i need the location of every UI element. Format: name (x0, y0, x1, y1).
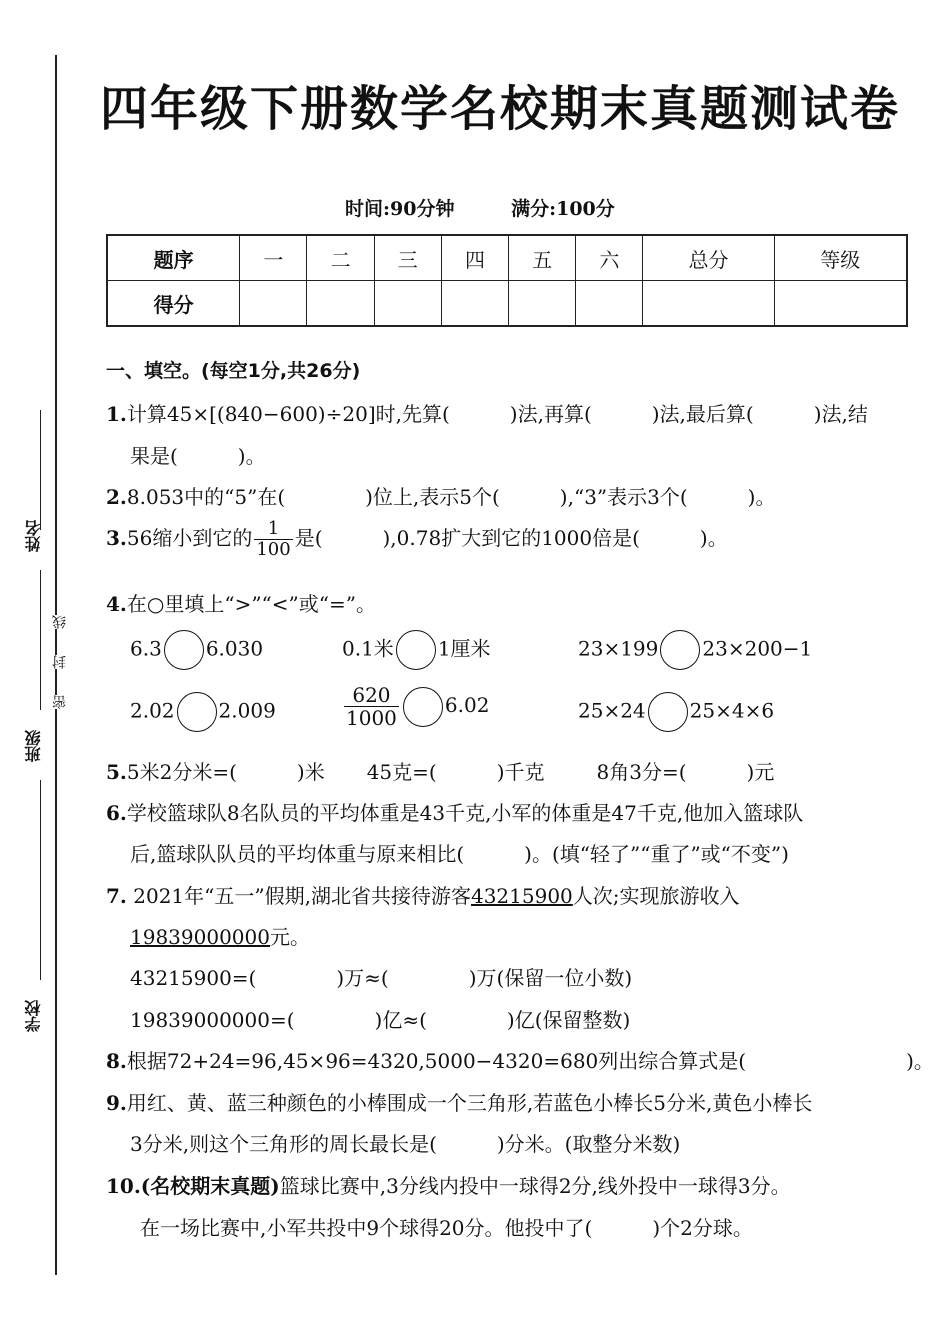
question-number: 3. (106, 525, 127, 550)
question-8 (106, 1045, 934, 1074)
question-6-cont: 后,篮球队队员的平均体重与原来相比( )。(填“轻了”“重了”或“不变”) (130, 842, 789, 866)
exam-full-score: 满分:100分 (511, 198, 615, 220)
score-table-header-row (107, 235, 907, 281)
compare-left: 25×24 (578, 698, 646, 723)
question-text: 元。 (269, 925, 310, 949)
question-10 (106, 1170, 791, 1199)
question-7-cont (130, 921, 310, 950)
question-3 (106, 519, 728, 560)
table-cell: 题序 (107, 235, 240, 281)
score-table (106, 234, 908, 327)
question-number: 2. (106, 485, 127, 509)
compare-right: 1厘米 (437, 636, 491, 661)
compare-item (578, 630, 812, 670)
table-cell: 五 (509, 235, 576, 281)
fraction-denominator: 100 (256, 538, 291, 560)
fraction (344, 684, 399, 729)
table-cell: 得分 (107, 281, 240, 327)
question-part: 45克=( )千克 (366, 760, 545, 784)
compare-circle-blank[interactable] (660, 630, 700, 670)
question-number: 7. (106, 884, 127, 908)
question-number: 4. (106, 592, 127, 616)
binding-school-label: 学校 (24, 1000, 43, 1032)
score-table-score-row (107, 281, 907, 327)
binding-line-inner (40, 780, 41, 980)
question-text: 56缩小到它的 (126, 525, 253, 550)
question-text: 在○里填上“>”“<”或“=”。 (126, 592, 376, 616)
score-input-cell[interactable] (774, 281, 907, 327)
compare-item (130, 692, 276, 732)
question-text: 8.053中的“5”在( )位上,表示5个( ),“3”表示3个( )。 (126, 485, 776, 509)
binding-name-label: 姓名 (24, 520, 43, 552)
score-input-cell[interactable] (441, 281, 508, 327)
question-text: 是( ),0.78扩大到它的1000倍是( )。 (294, 525, 728, 550)
compare-circle-blank[interactable] (648, 692, 688, 732)
compare-item (130, 630, 263, 670)
question-number: 8. (106, 1049, 127, 1073)
score-input-cell[interactable] (576, 281, 643, 327)
compare-item (342, 630, 491, 670)
question-number: 6. (106, 801, 127, 825)
fraction-numerator: 620 (344, 684, 399, 707)
question-1 (106, 398, 868, 427)
table-cell: 三 (374, 235, 441, 281)
compare-circle-blank[interactable] (396, 630, 436, 670)
table-cell: 六 (576, 235, 643, 281)
question-part: 5米2分米=( )米 (126, 760, 325, 784)
question-number: 9. (106, 1091, 127, 1115)
compare-circle-blank[interactable] (177, 692, 217, 732)
question-text: 用红、黄、蓝三种颜色的小棒围成一个三角形,若蓝色小棒长5分米,黄色小棒长 (126, 1091, 813, 1115)
question-text: 人次;实现旅游收入 (572, 884, 740, 908)
exam-info (345, 194, 665, 221)
question-number: 5. (106, 760, 127, 784)
score-input-cell[interactable] (374, 281, 441, 327)
question-5 (106, 756, 774, 785)
question-9-cont: 3分米,则这个三角形的周长最长是( )分米。(取整分米数) (130, 1132, 681, 1156)
compare-left: 2.02 (130, 698, 175, 723)
question-2 (106, 481, 775, 510)
compare-right: 25×4×6 (689, 698, 775, 723)
question-text: 篮球比赛中,3分线内投中一球得2分,线外投中一球得3分。 (279, 1174, 791, 1198)
question-6 (106, 797, 803, 826)
fraction-numerator: 1 (254, 519, 292, 540)
question-7 (106, 880, 740, 909)
seal-line-char: 封 (52, 655, 68, 669)
score-input-cell[interactable] (307, 281, 374, 327)
score-input-cell[interactable] (240, 281, 307, 327)
question-text: 根据72+24=96,45×96=4320,5000−4320=680列出综合算式是( )。 (126, 1049, 934, 1073)
question-part: 8角3分=( )元 (596, 760, 775, 784)
score-input-cell[interactable] (509, 281, 576, 327)
compare-left: 23×199 (578, 636, 659, 661)
compare-right: 6.02 (444, 693, 490, 717)
question-1-cont: 果是( )。 (130, 444, 266, 468)
question-number: 10. (106, 1174, 141, 1198)
compare-circle-blank[interactable] (403, 687, 443, 727)
compare-left: 0.1米 (342, 636, 394, 661)
underlined-number: 19839000000 (130, 925, 270, 949)
binding-class-label: 班级 (24, 730, 43, 762)
table-cell: 等级 (774, 235, 907, 281)
compare-item (342, 684, 489, 729)
compare-item (578, 692, 774, 732)
fraction (254, 519, 292, 560)
page-title: 四年级下册数学名校期末真题测试卷 (99, 81, 900, 137)
question-text: 学校篮球队8名队员的平均体重是43千克,小军的体重是47千克,他加入篮球队 (126, 801, 804, 825)
seal-line-char: 线 (52, 615, 68, 629)
question-7-sub-2: 19839000000=( )亿≈( )亿(保留整数) (130, 1008, 631, 1032)
question-10-cont: 在一场比赛中,小军共投中9个球得20分。他投中了( )个2分球。 (140, 1216, 753, 1240)
question-7-sub-1: 43215900=( )万≈( )万(保留一位小数) (130, 966, 633, 990)
question-number: 1. (106, 402, 127, 426)
binding-line-inner (40, 410, 41, 530)
underlined-number: 43215900 (470, 884, 573, 908)
compare-circle-blank[interactable] (164, 630, 204, 670)
score-input-cell[interactable] (643, 281, 774, 327)
question-text: 计算45×[(840−600)÷20]时,先算( )法,再算( )法,最后算( )法,结 (126, 402, 868, 426)
section-heading: 一、填空。(每空1分,共26分) (106, 360, 361, 382)
question-tag: (名校期末真题) (140, 1174, 280, 1198)
table-cell: 总分 (643, 235, 774, 281)
table-cell: 一 (240, 235, 307, 281)
compare-left: 6.3 (130, 636, 162, 661)
compare-right: 6.030 (205, 636, 264, 661)
fraction-denominator: 1000 (346, 706, 397, 730)
seal-line-char: 密 (52, 695, 68, 709)
question-9 (106, 1087, 812, 1116)
table-cell: 二 (307, 235, 374, 281)
table-cell: 四 (441, 235, 508, 281)
binding-line-inner (40, 570, 41, 710)
question-text: 2021年“五一”假期,湖北省共接待游客 (133, 884, 471, 908)
compare-right: 23×200−1 (702, 636, 813, 661)
question-4 (106, 588, 376, 617)
compare-right: 2.009 (218, 698, 276, 723)
exam-time: 时间:90分钟 (345, 198, 455, 220)
